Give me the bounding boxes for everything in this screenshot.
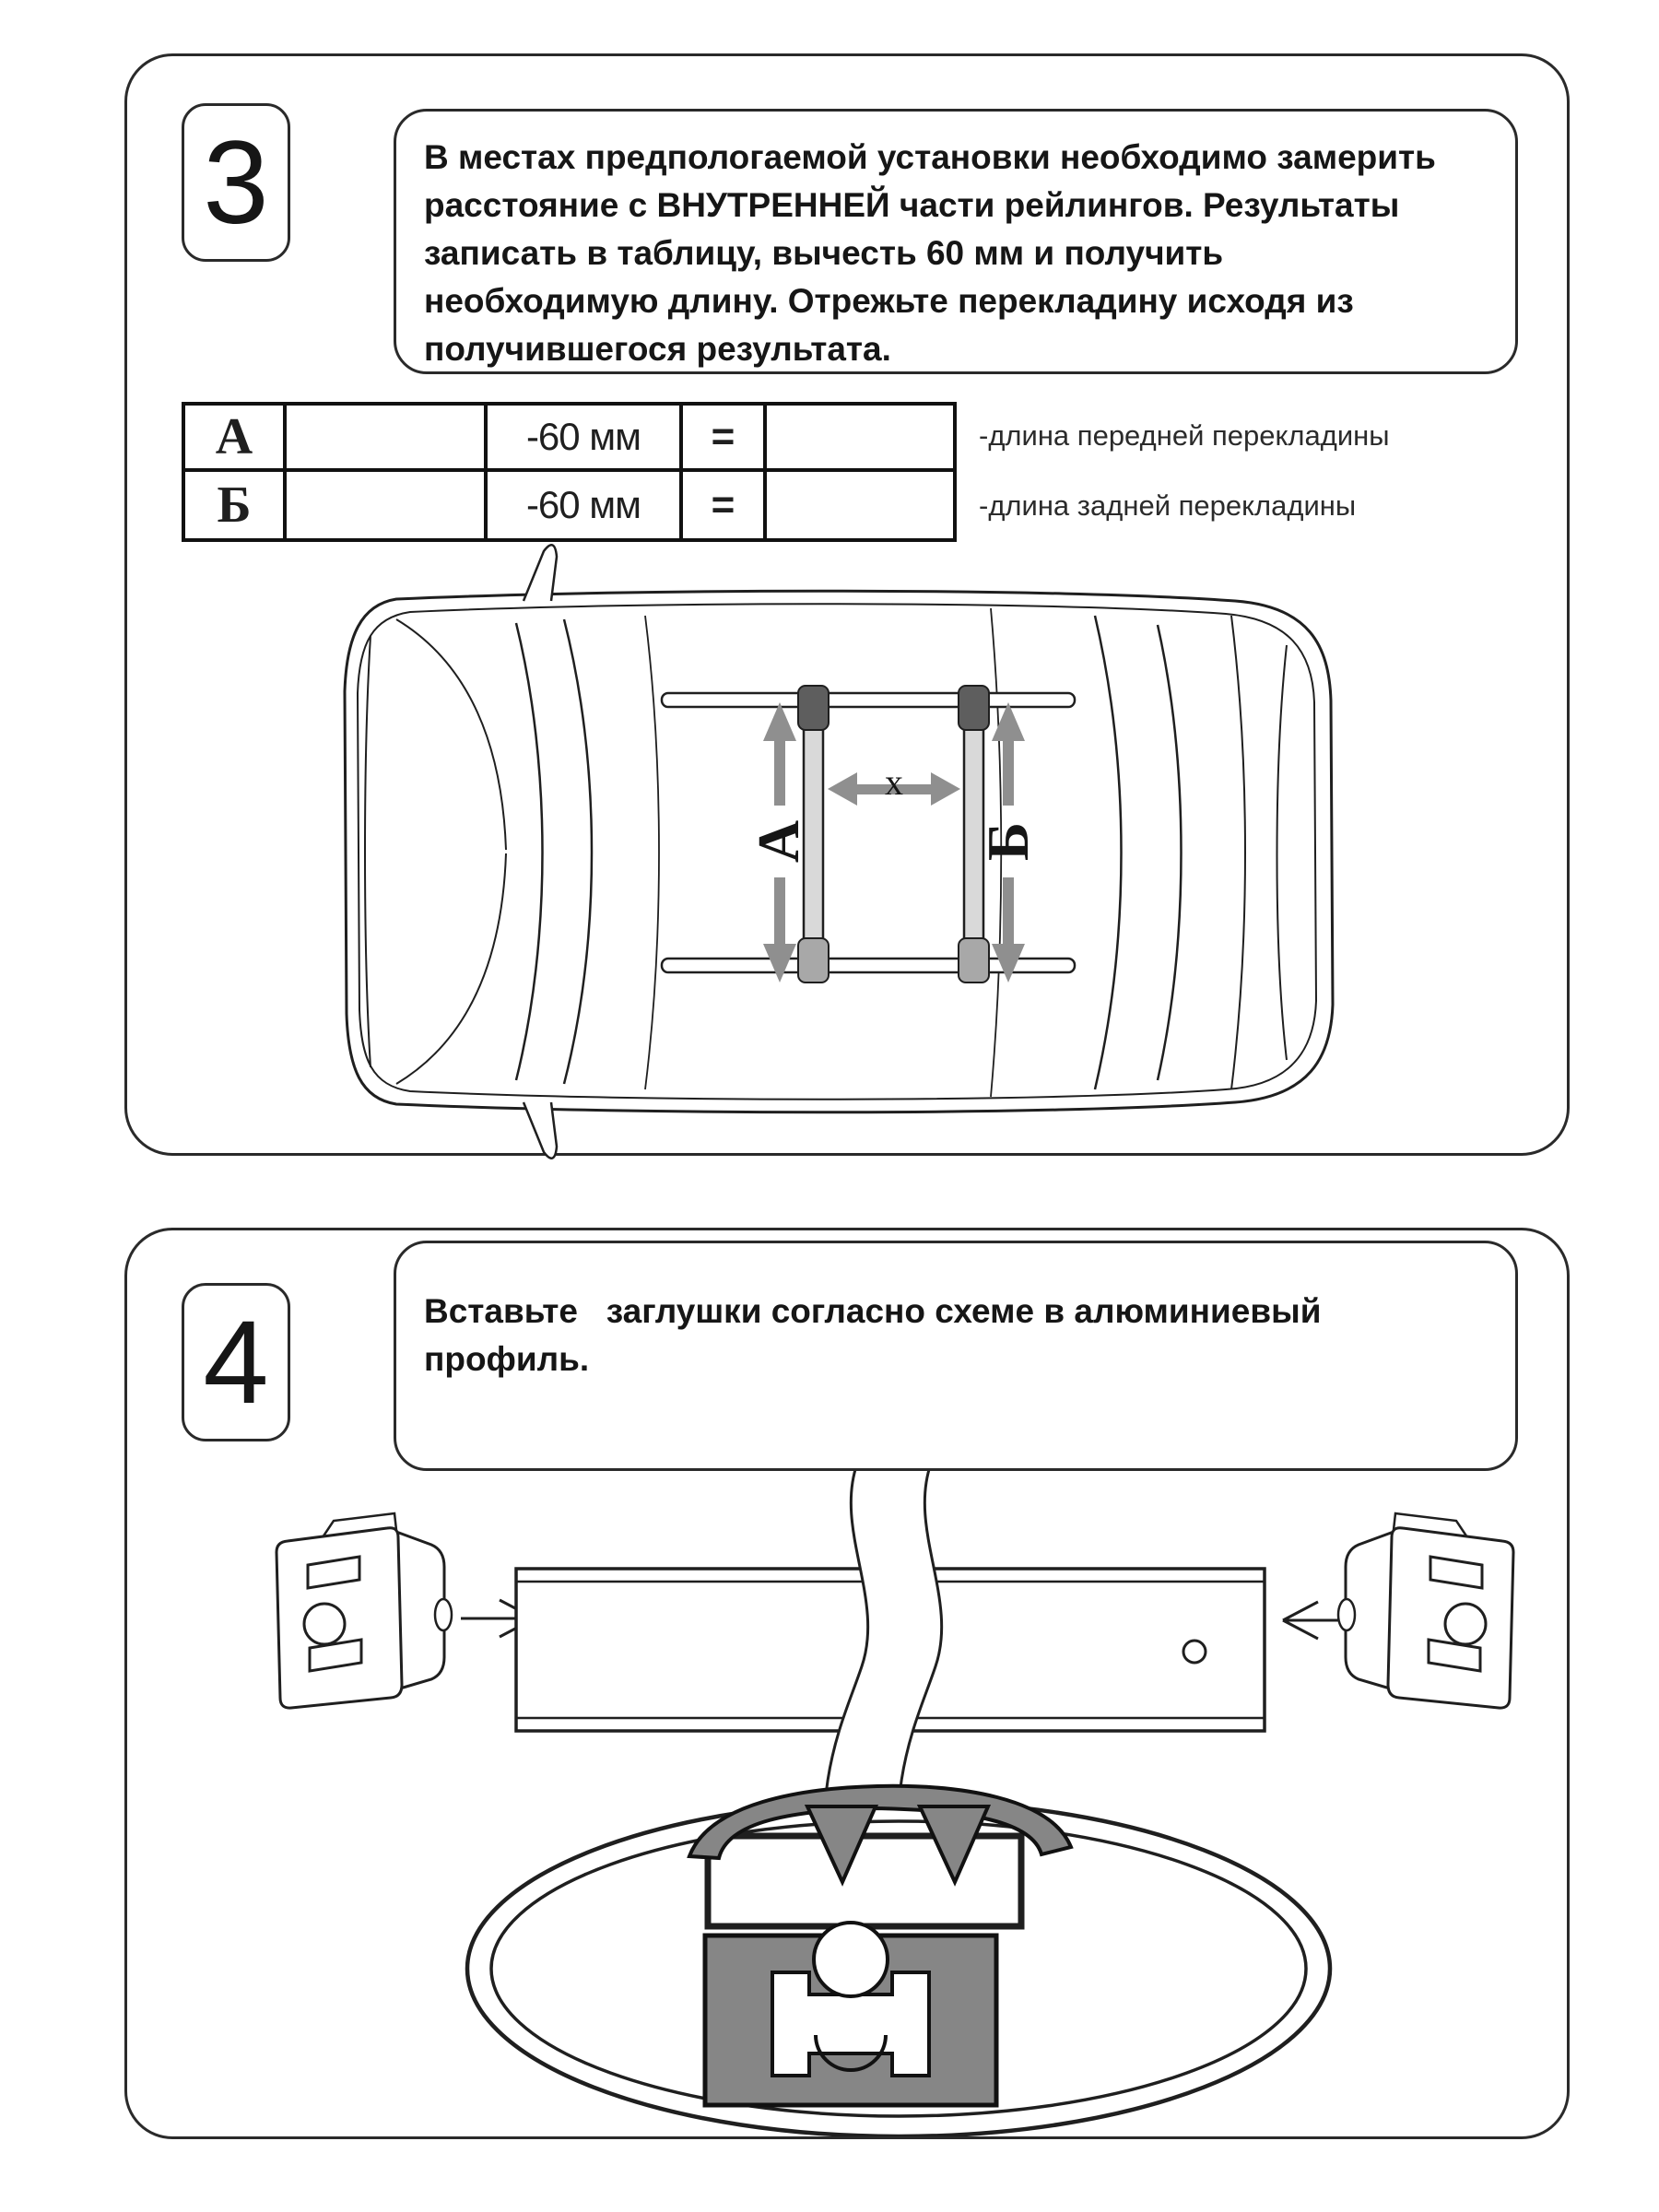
front-bar-letter: А — [746, 819, 811, 864]
table-row-a-equals-cell: = — [683, 406, 767, 472]
step3-instruction-line: получившегося результата. — [424, 330, 891, 368]
step4-instruction-line: профиль. — [424, 1340, 590, 1378]
table-row-b-equals-cell: = — [683, 472, 767, 538]
step4-number: 4 — [203, 1296, 269, 1429]
table-row-b-minus-cell: -60 мм — [488, 472, 683, 538]
rear-bar-letter: Б — [975, 821, 1041, 862]
step4-instruction-line: Вставьте заглушки согласно схеме в алюминиевый — [424, 1292, 1322, 1330]
front-bar-length-label: -длина передней перекладины — [979, 419, 1390, 452]
step3-instruction-line: записать в таблицу, вычесть 60 мм и получить — [424, 234, 1224, 272]
step3-instruction-line: расстояние с ВНУТРЕННЕЙ части рейлингов. Результаты — [424, 186, 1400, 224]
step3-number: 3 — [203, 116, 269, 249]
table-row-b-letter-cell: Б — [185, 472, 287, 538]
table-row-a-minus-cell: -60 мм — [488, 406, 683, 472]
distance-x-label: x — [885, 760, 903, 803]
step3-instruction-line: необходимую длину. Отрежьте перекладину исходя из — [424, 282, 1354, 320]
table-row-a-letter-cell: А — [185, 406, 287, 472]
step3-instruction-line: В местах предпологаемой установки необходимо замерить — [424, 138, 1436, 176]
rear-bar-length-label: -длина задней перекладины — [979, 489, 1357, 522]
